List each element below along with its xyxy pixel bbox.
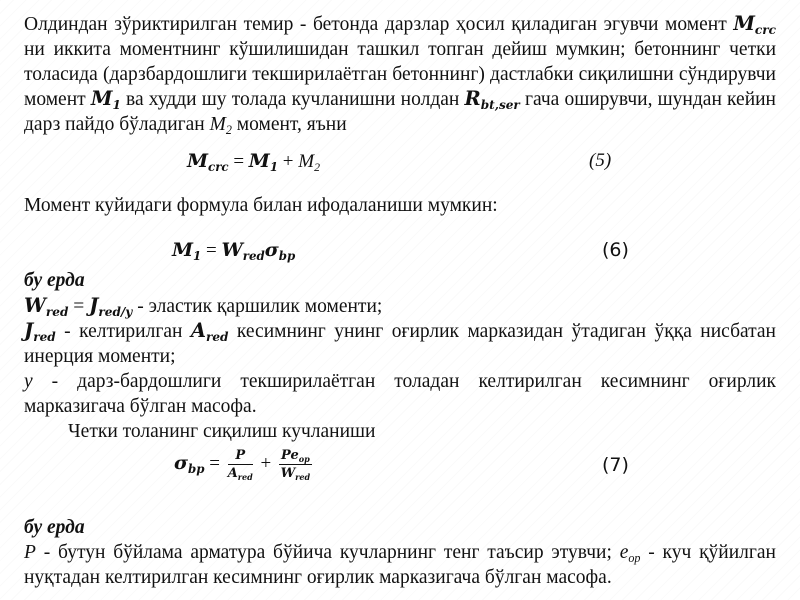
equation-5 (24, 138, 776, 184)
equation-6-number: (6) (602, 238, 629, 261)
symbol-m1: $M_1$ (90, 87, 121, 113)
where-label-1: бу ерда (24, 269, 85, 291)
equation-6-body: $M_1 = W_{red}\sigma_{bp}$ (172, 238, 296, 263)
fraction-p-over-a: $\frac{P}{A_{red}}$ (227, 448, 253, 483)
text-segment: Олдиндан зўриктирилган темир - бетонда дарзлар ҳосил қиладиган эгувчи момент (24, 14, 727, 35)
paragraph-extreme-fiber: Четки толанинг сиқилиш кучланиши (68, 420, 376, 442)
text-segment: ни иккита моментнинг кўшилишидан ташкил топган дейиш мумкин; бетоннинг четки толасида (дарзбардошлиги текширилаётган бетоннинг) дастлабки сиқилишни сўндирувчи момент (24, 38, 776, 111)
where-label-2: бу ерда (24, 517, 85, 539)
definition-p: P - бутун бўйлама арматура бўйича кучларнинг тенг таъсир этувчи; $e_{op}$ - куч қўйилган нуқтадан келтирилган кесимнинг оғирлик марказигача бўлган масофа. (24, 542, 776, 588)
symbol-r-bt-ser: $R_{bt,ser}$ (464, 87, 520, 113)
definition-w-red: $W_{red} = J_{red/y}$ - эластик қаршилик моменти; (24, 293, 383, 319)
symbol-m-crc: $M_{crc}$ (733, 12, 776, 38)
equation-6 (24, 219, 776, 267)
equation-5-number: (5) (589, 149, 612, 171)
text-segment: момент, яъни (231, 114, 347, 136)
symbol-m2: $M_2$ (209, 114, 232, 138)
document-page (24, 12, 776, 591)
text-segment: ва худди шу толада кучланишни нолдан (120, 89, 465, 111)
equation-7-body: $\sigma_{bp}$ = $\frac{P}{A_{red}}$ + $\frac{Pe_{op}}{W_{red}}$ (174, 448, 311, 483)
paragraph-moment-formula: Момент куйидаги формула билан ифодаланиши мумкин: (24, 194, 498, 216)
equation-5-body: $M_{crc} = M_1 + M_2$ (187, 149, 320, 175)
paragraph-intro (24, 12, 776, 138)
fraction-pe-over-w: $\frac{Pe_{op}}{W_{red}}$ (280, 448, 311, 483)
equation-7 (24, 444, 776, 490)
equation-7-number: (7) (602, 454, 629, 477)
definition-y: у - дарз-бардошлиги текширилаётган толадан келтирилган кесимнинг оғирлик марказигача бўлган масофа. (24, 370, 776, 417)
definition-j-red: $J_{red}$ - келтирилган $A_{red}$ кесимнинг унинг оғирлик марказидан ўтадиган ўққа нисбатан инерция моменти; (24, 319, 776, 368)
text-segment: гача оширувчи, шундан кейин дарз пайдо бўладиган (24, 89, 776, 136)
